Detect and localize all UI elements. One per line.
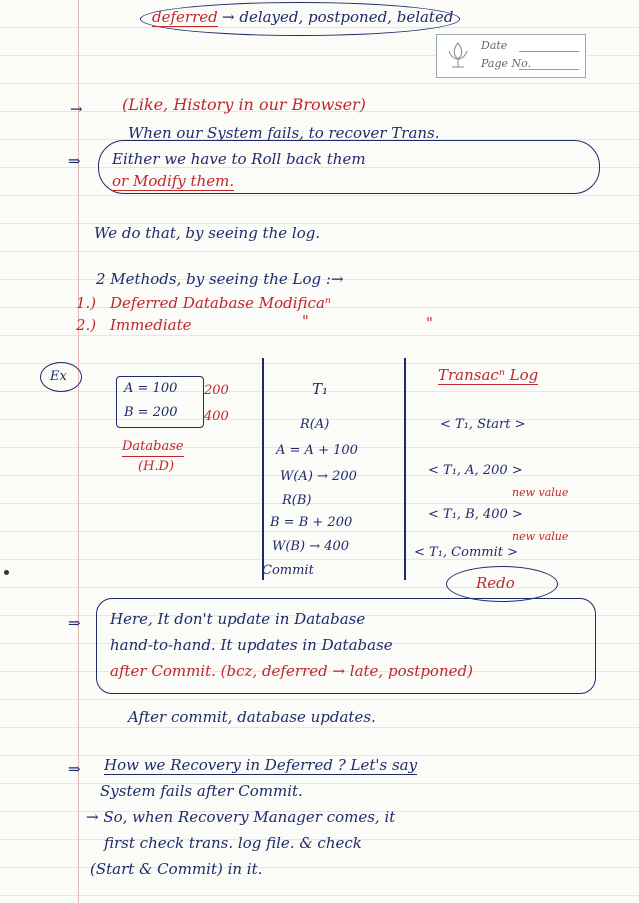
page-dot — [4, 570, 9, 575]
date-label: Date — [481, 39, 508, 52]
recovery-line-5: (Start & Commit) in it. — [90, 860, 263, 878]
db-subtitle: (H.D) — [138, 459, 175, 474]
recovery-line-4: first check trans. log file. & check — [104, 834, 362, 852]
title-definition: → delayed, postponed, belated — [222, 8, 454, 26]
notebook-logo-icon — [443, 39, 473, 71]
note-line-2: hand-to-hand. It updates in Database — [110, 636, 393, 654]
or-modify-line: or Modify them. — [112, 172, 235, 190]
after-commit-line: After commit, database updates. — [128, 708, 376, 726]
new-value-label-2: new value — [512, 530, 569, 543]
new-value-label-1: new value — [512, 486, 569, 499]
op-3: W(A) → 200 — [280, 469, 357, 484]
db-b-new: 400 — [204, 409, 229, 424]
browser-note: (Like, History in our Browser) — [122, 95, 366, 114]
recovery-line-1: How we Recovery in Deferred ? Let's say — [104, 756, 418, 774]
op-6: W(B) → 400 — [272, 539, 350, 554]
table-divider-right — [404, 358, 406, 580]
implies-mark: ⇒ — [68, 152, 81, 170]
ex-label: Ex — [50, 369, 67, 384]
method1-text: Deferred Database Modificaⁿ — [110, 294, 331, 312]
ditto-mark-2: " — [426, 314, 433, 332]
op-4: R(B) — [282, 493, 312, 508]
method2-text: Immediate — [110, 316, 192, 334]
arrow-mark: → — [70, 100, 83, 118]
db-b-value: B = 200 — [124, 405, 178, 420]
db-a-new: 200 — [204, 383, 229, 398]
page-no-label: Page No. — [481, 57, 532, 70]
redo-label: Redo — [476, 574, 515, 592]
method2-number: 2.) — [76, 316, 97, 334]
op-1: R(A) — [300, 417, 330, 432]
recovery-line-3: → So, when Recovery Manager comes, it — [86, 808, 396, 826]
note-implies-mark: ⇒ — [68, 614, 81, 632]
ditto-mark-1: " — [302, 312, 309, 330]
db-a-value: A = 100 — [124, 381, 178, 396]
date-line — [519, 51, 579, 52]
when-fails-line: When our System fails, to recover Trans. — [128, 124, 440, 142]
recovery-implies-mark: ⇒ — [68, 760, 81, 778]
log-entry-3: < T₁, B, 400 > — [428, 507, 523, 522]
op-2: A = A + 100 — [276, 443, 358, 458]
op-7: Commit — [262, 563, 314, 578]
log-entry-4: < T₁, Commit > — [414, 545, 519, 560]
log-title: Transacⁿ Log — [438, 366, 539, 384]
two-methods-line: 2 Methods, by seeing the Log :→ — [96, 270, 344, 288]
db-title: Database — [122, 438, 184, 457]
t1-header: T₁ — [312, 380, 329, 398]
op-5: B = B + 200 — [270, 515, 353, 530]
title-term: deferred — [152, 8, 218, 26]
we-do-line: We do that, by seeing the log. — [94, 224, 321, 242]
note-line-3: after Commit. (bcz, deferred → late, postponed) — [110, 662, 473, 680]
table-divider-left — [262, 358, 264, 580]
log-entry-2: < T₁, A, 200 > — [428, 463, 523, 478]
log-entry-1: < T₁, Start > — [440, 417, 526, 432]
note-line-1: Here, It don't update in Database — [110, 610, 366, 628]
date-page-box — [436, 34, 586, 78]
method1-number: 1.) — [76, 294, 97, 312]
either-line: Either we have to Roll back them — [112, 150, 366, 168]
page-no-line — [519, 69, 579, 70]
recovery-line-2: System fails after Commit. — [100, 782, 303, 800]
